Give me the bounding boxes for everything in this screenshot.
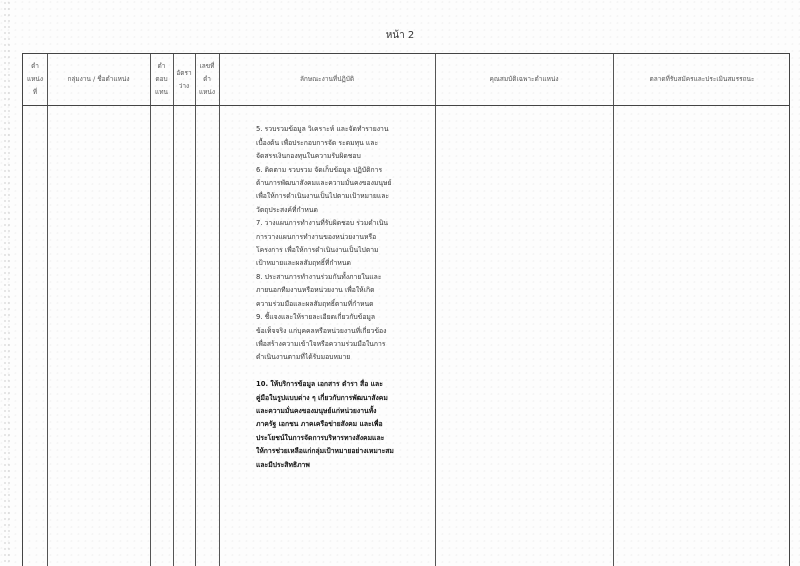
page-number: หน้า 2 (385, 30, 415, 41)
header-position-number: เลขที่ ตำ แหน่ง (198, 62, 216, 96)
header-job-duties: ลักษณะงานที่ปฏิบัติ (299, 75, 355, 83)
header-divider (23, 105, 789, 106)
header-qualifications: คุณสมบัติเฉพาะตำแหน่ง (489, 75, 559, 83)
header-group-title: กลุ่มงาน / ชื่อตำแหน่ง (67, 75, 130, 83)
header-vacancy: อัตรา ว่าง (176, 68, 192, 90)
column-divider (613, 54, 614, 566)
column-divider (195, 54, 196, 566)
duties-text-item-10: 10. ให้บริการข้อมูล เอกสาร ตำรา สื่อ และ คู่มือในรูปแบบต่าง ๆ เกี่ยวกับการพัฒนาสังคม และความมั่นคงของมนุษย์แก่หน่วยงานทั้ง ภาครัฐ เอกชน ภาคเครือข่ายสังคม และเพื่อ ประโยชน์ในการจัดการบริหารทางสังคมและ ให้การช่วยเหลือแก่กลุ่มเป้าหมายอย่างเหมาะสม และมีประสิทธิภาพ (256, 380, 394, 469)
header-recruitment-market: ตลาดที่รับสมัครและประเมินสมรรถนะ (649, 75, 755, 83)
position-table (22, 53, 790, 566)
duties-text: 5. รวบรวมข้อมูล วิเคราะห์ และจัดทำรายงาน เบื้องต้น เพื่อประกอบการจัด ระดมทุน และ จัดสรรเงินกองทุนในความรับผิดชอบ 6. ติดตาม รวบรวม จัดเก็บข้อมูล ปฏิบัติการ ด้านการพัฒนาสังคมและความมั่นคงของมนุษย์ เพื่อให้การดำเนินงานเป็นไปตามเป้าหมายและ วัตถุประสงค์ที่กำหนด 7. วางแผนการทำงานที่รับผิดชอบ ร่วมดำเนิน การวางแผนการทำงานของหน่วยงานหรือ โครงการ เพื่อให้การดำเนินงานเป็นไปตาม เป้าหมายและผลสัมฤทธิ์ที่กำหนด 8. ประสานการทำงานร่วมกันทั้งภายในและ ภายนอกทีมงานหรือหน่วยงาน เพื่อให้เกิด ความร่วมมือและผลสัมฤทธิ์ตามที่กำหนด 9. ชี้แจงและให้รายละเอียดเกี่ยวกับข้อมูล ข้อเท็จจริง แก่บุคคลหรือหน่วยงานที่เกี่ยวข้อง เพื่อสร้างความเข้าใจหรือความร่วมมือในการ ดำเนินงานตามที่ได้รับมอบหมาย (256, 125, 392, 362)
header-compensation: ตำ ตอบ แทน (155, 62, 168, 96)
column-divider (47, 54, 48, 566)
binder-edge (3, 0, 11, 566)
job-duties-cell (256, 110, 436, 485)
column-divider (173, 54, 174, 566)
header-position-order: ตำ แหน่ง ที่ (26, 62, 44, 96)
column-divider (219, 54, 220, 566)
column-divider (150, 54, 151, 566)
